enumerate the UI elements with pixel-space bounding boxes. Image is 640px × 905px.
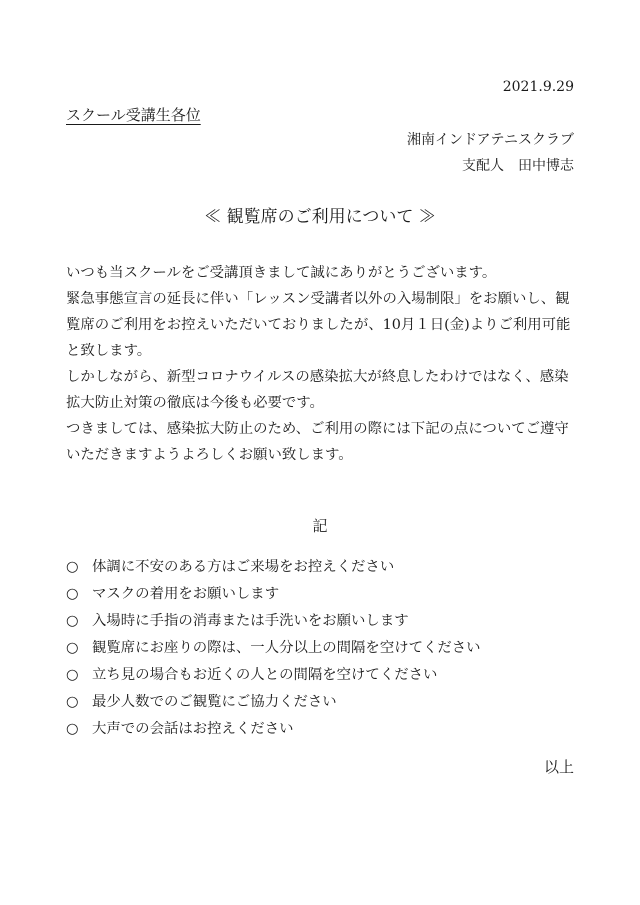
list-item bbox=[66, 662, 481, 689]
circle-bullet-icon: ○ bbox=[66, 640, 79, 656]
list-item-text: 体調に不安のある方はご来場をお控えください bbox=[92, 559, 395, 575]
list-item-text: 立ち見の場合もお近くの人との間隔を空けてください bbox=[92, 667, 438, 683]
notes-list bbox=[66, 554, 481, 743]
recipient: スクール受講生各位 bbox=[66, 106, 201, 124]
list-item-text: 入場時に手指の消毒または手洗いをお願いします bbox=[92, 613, 409, 629]
list-item bbox=[66, 581, 481, 608]
document-date: 2021.9.29 bbox=[502, 79, 574, 95]
list-item-text: マスクの着用をお願いします bbox=[92, 586, 280, 602]
body-paragraph: 緊急事態宣言の延長に伴い「レッスン受講者以外の入場制限」をお願いし、観覧席のご利用をお控えいただいておりましたが、10月１日(金)よりご利用可能と致します。 bbox=[66, 291, 571, 359]
list-item bbox=[66, 716, 481, 743]
circle-bullet-icon: ○ bbox=[66, 667, 79, 683]
body-paragraph: つきましては、感染拡大防止のため、ご利用の際には下記の点についてご遵守いただきますようよろしくお願い致します。 bbox=[66, 421, 569, 463]
organization-name: 湘南インドアテニスクラブ bbox=[406, 132, 574, 148]
ki-heading: 記 bbox=[312, 517, 328, 535]
list-item-text: 観覧席にお座りの際は、一人分以上の間隔を空けてください bbox=[92, 640, 481, 656]
list-item-text: 大声での会話はお控えください bbox=[92, 721, 294, 737]
sender-name: 支配人 田中博志 bbox=[462, 158, 574, 174]
list-item bbox=[66, 554, 481, 581]
list-item-text: 最少人数でのご観覧にご協力ください bbox=[92, 694, 337, 710]
circle-bullet-icon: ○ bbox=[66, 721, 79, 737]
circle-bullet-icon: ○ bbox=[66, 586, 79, 602]
circle-bullet-icon: ○ bbox=[66, 694, 79, 710]
list-item bbox=[66, 608, 481, 635]
circle-bullet-icon: ○ bbox=[66, 559, 79, 575]
body-text bbox=[66, 260, 578, 468]
document-title: ≪ 観覧席のご利用について ≫ bbox=[204, 207, 436, 227]
body-paragraph: しかしながら、新型コロナウイルスの感染拡大が終息したわけではなく、感染拡大防止対策の徹底は今後も必要です。 bbox=[66, 369, 569, 411]
closing-remark: 以上 bbox=[543, 758, 574, 776]
list-item bbox=[66, 635, 481, 662]
circle-bullet-icon: ○ bbox=[66, 613, 79, 629]
list-item bbox=[66, 689, 481, 716]
body-paragraph: いつも当スクールをご受講頂きまして誠にありがとうございます。 bbox=[66, 265, 497, 281]
